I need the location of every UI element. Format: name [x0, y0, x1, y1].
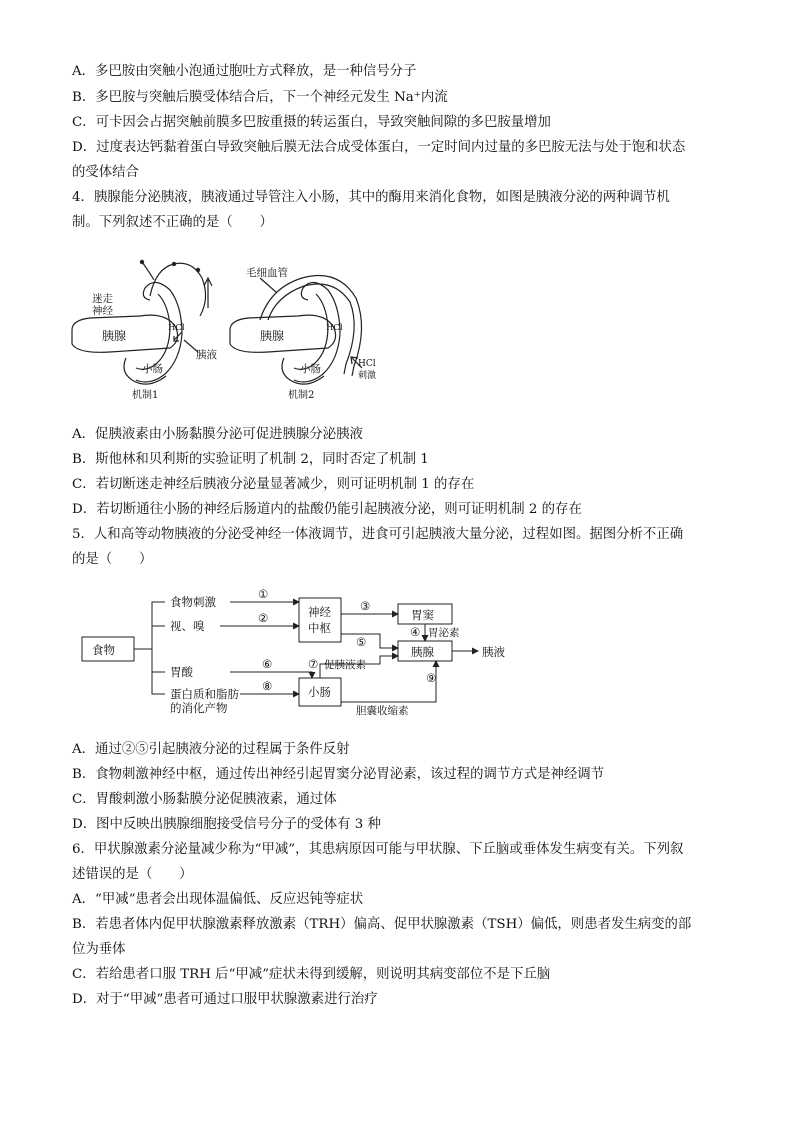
- q5-stem-line1: 5．人和高等动物胰液的分泌受神经一体液调节，进食可引起胰液大量分泌，过程如图。据图分析不正确: [72, 527, 684, 542]
- q4-option-a: A．促胰液素由小肠黏膜分泌可促进胰腺分泌胰液: [72, 427, 363, 442]
- q4-stem-line1: 4．胰腺能分泌胰液，胰液通过导管注入小肠，其中的酶用来消化食物，如图是胰液分泌的两种调节机: [72, 190, 670, 205]
- m2-stim-label-2: 刺激: [358, 371, 377, 381]
- q3-option-c: C．可卡因会占据突触前膜多巴胺重摄的转运蛋白，导致突触间隙的多巴胺量增加: [72, 115, 551, 130]
- m1-nerve-branch: [142, 262, 154, 280]
- m2-stim-label-1: HCl: [358, 359, 376, 369]
- q4-option-b: B．斯他林和贝利斯的实验证明了机制 2，同时否定了机制 1: [72, 452, 429, 467]
- q5-option-d: D．图中反映出胰腺细胞接受信号分子的受体有 3 种: [72, 817, 381, 832]
- step-8: ⑧: [262, 679, 273, 693]
- pancreatic-juice-label: 胰液: [482, 645, 505, 659]
- m1-pancreas-label: 胰腺: [102, 329, 127, 343]
- q6-stem-line2: 述错误的是（ ）: [72, 867, 193, 882]
- q5-diagram: [80, 584, 520, 720]
- gastric-acid-label: 胃酸: [170, 665, 193, 679]
- q4-diagram: [70, 248, 400, 408]
- q6-option-b-line2: 位为垂体: [72, 942, 126, 957]
- cck-label: 胆囊收缩素: [356, 705, 409, 717]
- sight-smell-label: 视、嗅: [170, 619, 205, 633]
- q6-stem-line1: 6．甲状腺激素分泌量减少称为“甲减”，其患病原因可能与甲状腺、下丘脑或垂体发生病变有关。下列叙: [72, 842, 684, 857]
- q3-option-a: A．多巴胺由突触小泡通过胞吐方式释放，是一种信号分子: [72, 64, 417, 79]
- m2-hcl-label: HCl: [326, 323, 343, 333]
- antrum-label: 胃窦: [411, 608, 434, 622]
- m2-capillary-label: 毛细血管: [246, 267, 288, 279]
- nerve-center-label-2: 中枢: [308, 621, 331, 635]
- step-9: ⑨: [426, 671, 437, 685]
- secretin-label: 促胰液素: [324, 659, 366, 671]
- digest-products-label-1: 蛋白质和脂肪: [170, 687, 239, 701]
- q5-flow-diagram: [80, 584, 520, 720]
- q5-option-a: A．通过②⑤引起胰液分泌的过程属于条件反射: [72, 742, 350, 757]
- m1-caption: 机制1: [132, 390, 159, 401]
- m2-pancreas-label: 胰腺: [260, 329, 285, 343]
- m2-intestine-label: 小肠: [300, 363, 321, 375]
- q6-option-b-line1: B．若患者体内促甲状腺激素释放激素（TRH）偏高、促甲状腺激素（TSH）偏低，则患者发生病变的部: [72, 917, 692, 932]
- q6-option-d: D．对于“甲减”患者可通过口服甲状腺激素进行治疗: [72, 992, 378, 1007]
- q5-stem-line2: 的是（ ）: [72, 552, 153, 567]
- step-1: ①: [258, 587, 269, 601]
- m1-nerve-label-1: 迷走: [92, 293, 113, 305]
- q3-option-b: B．多巴胺与突触后膜受体结合后，下一个神经元发生 Na⁺内流: [72, 90, 448, 105]
- step-3: ③: [360, 599, 371, 613]
- q3-option-d-line1: D．过度表达钙黏着蛋白导致突触后膜无法合成受体蛋白，一定时间内过量的多巴胺无法与处于饱和状态: [72, 140, 686, 155]
- q4-stem-line2: 制。下列叙述不正确的是（ ）: [72, 215, 273, 230]
- q4-option-d: D．若切断通往小肠的神经后肠道内的盐酸仍能引起胰液分泌，则可证明机制 2 的存在: [72, 502, 582, 517]
- q5-option-c: C．胃酸刺激小肠黏膜分泌促胰液素，通过体: [72, 792, 337, 807]
- digest-products-label-2: 的消化产物: [170, 701, 228, 715]
- m1-intestine-label: 小肠: [142, 363, 163, 375]
- step-4: ④: [410, 625, 421, 639]
- intestine-label: 小肠: [308, 685, 331, 699]
- m1-duodenum-inner: [136, 294, 170, 369]
- food-label: 食物: [92, 643, 115, 657]
- pancreas-label: 胰腺: [411, 645, 434, 659]
- m2-capillary-pointer: [260, 278, 276, 292]
- gastrin-label: 胃泌素: [428, 627, 460, 639]
- step-2: ②: [258, 611, 269, 625]
- m1-juice-label: 胰液: [196, 349, 217, 361]
- m2-duodenum-inner: [294, 294, 328, 369]
- m2-caption: 机制2: [288, 390, 315, 401]
- q6-option-c: C．若给患者口服 TRH 后“甲减”症状未得到缓解，则说明其病变部位不是下丘脑: [72, 967, 551, 982]
- step-6: ⑥: [262, 657, 273, 671]
- q3-option-d-line2: 的受体结合: [72, 165, 139, 180]
- q6-option-a: A．“甲减”患者会出现体温偏低、反应迟钝等症状: [72, 892, 364, 907]
- q4-figure-pancreas-mechanisms: [70, 248, 400, 408]
- m1-hcl-label: HCl: [168, 323, 185, 333]
- nerve-center-label-1: 神经: [308, 605, 331, 619]
- q4-option-c: C．若切断迷走神经后胰液分泌量显著减少，则可证明机制 1 的存在: [72, 477, 475, 492]
- step-5: ⑤: [356, 635, 367, 649]
- q5-option-b: B．食物刺激神经中枢，通过传出神经引起胃窦分泌胃泌素，该过程的调节方式是神经调节: [72, 767, 605, 782]
- step-7: ⑦: [308, 657, 319, 671]
- food-stim-label: 食物刺激: [170, 595, 216, 609]
- m1-nerve-label-2: 神经: [92, 305, 113, 317]
